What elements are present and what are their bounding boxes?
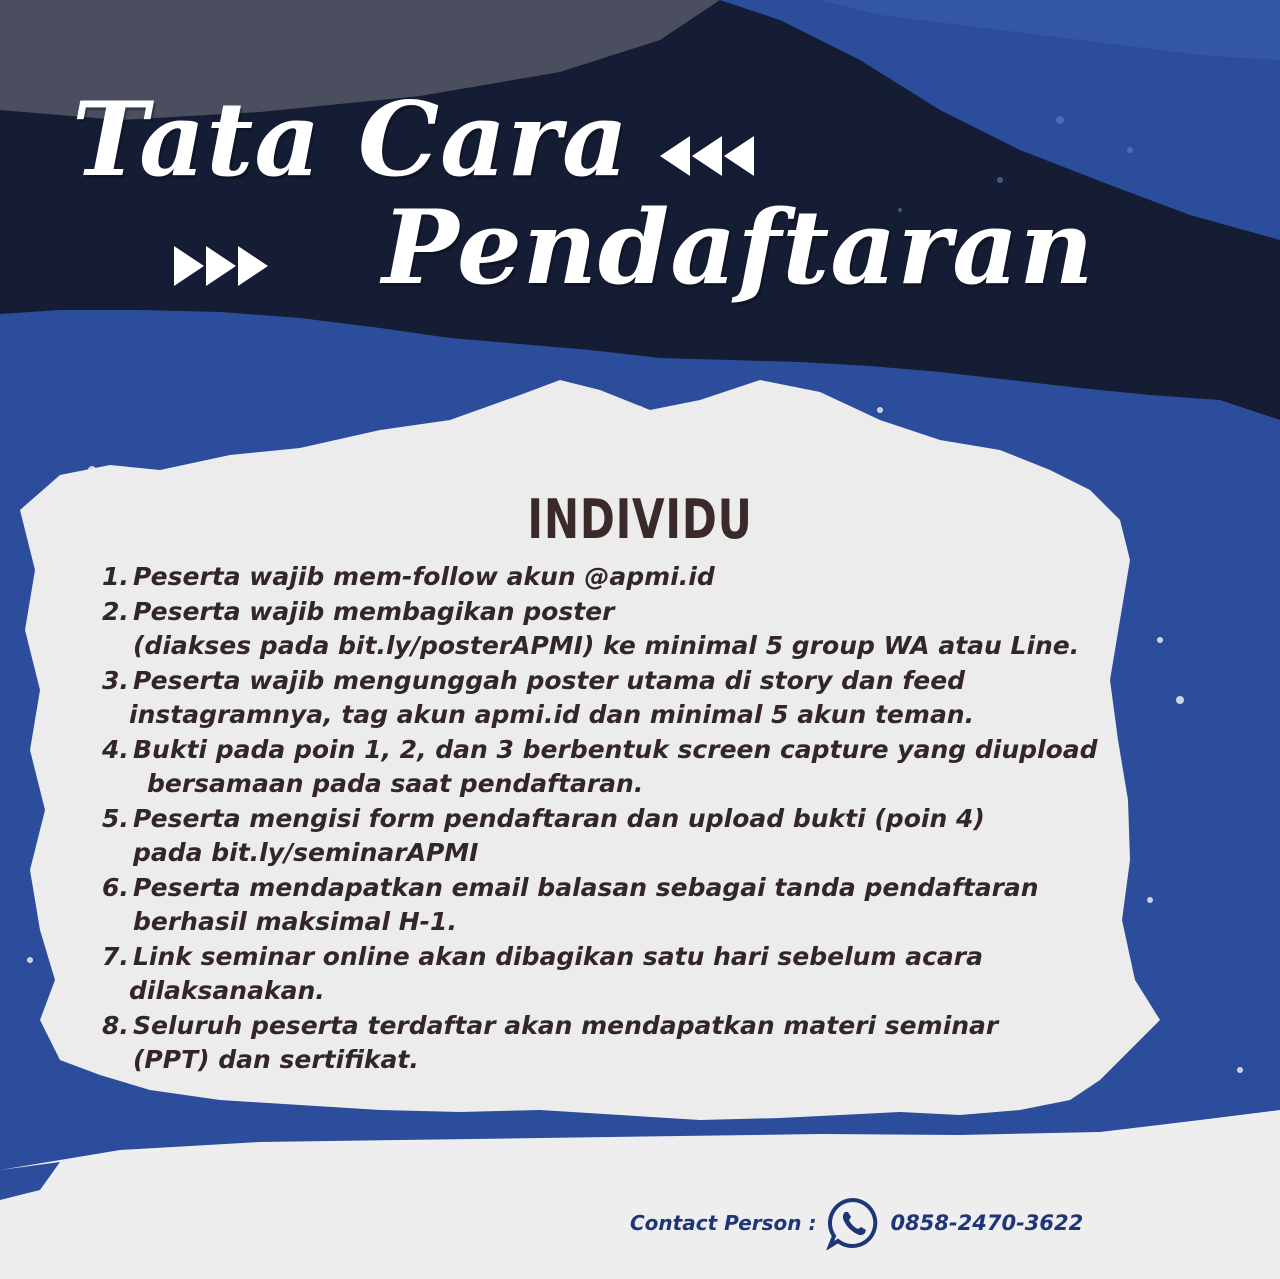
whatsapp-icon <box>826 1196 880 1250</box>
step-text: Peserta wajib mem-follow akun @apmi.id <box>133 562 715 591</box>
list-item <box>102 1009 1142 1078</box>
step-text: Peserta wajib mengunggah poster utama di story dan feed <box>133 665 966 695</box>
step-number: 8. <box>102 1010 129 1040</box>
step-text: Peserta wajib membagikan poster <box>133 596 615 626</box>
step-text-continued: instagramnya, tag akun apmi.id dan minimal 5 akun teman. <box>129 700 975 729</box>
contact-phone[interactable]: 0858-2470-3622 <box>890 1211 1084 1235</box>
step-text: Seluruh peserta terdaftar akan mendapatkan materi seminar <box>133 1010 999 1040</box>
step-number: 2. <box>102 596 129 626</box>
step-text-continued: berhasil maksimal H-1. <box>133 907 457 936</box>
contact-person <box>630 1192 1083 1254</box>
list-item <box>102 802 1142 871</box>
list-item <box>102 940 1142 1009</box>
steps-list <box>102 560 1142 1078</box>
step-number: 5. <box>102 803 129 833</box>
forward-arrows-icon <box>172 244 268 288</box>
step-number: 3. <box>102 665 129 695</box>
list-item <box>102 733 1142 802</box>
step-text-continued: (PPT) dan sertifikat. <box>133 1045 419 1074</box>
step-number: 6. <box>102 872 129 902</box>
step-text-continued: bersamaan pada saat pendaftaran. <box>147 769 644 798</box>
step-text-continued: (diakses pada bit.ly/posterAPMI) ke minimal 5 group WA atau Line. <box>133 631 1080 660</box>
list-item <box>102 560 1142 595</box>
rewind-arrows-icon <box>658 134 754 178</box>
step-number: 1. <box>102 562 129 591</box>
step-text-continued: pada bit.ly/seminarAPMI <box>133 838 479 867</box>
list-item <box>102 664 1142 733</box>
contact-label: Contact Person : <box>630 1211 817 1235</box>
list-item <box>102 595 1142 664</box>
title-line-2: Pendaftaran <box>382 188 1095 308</box>
card-heading: INDIVIDU <box>527 488 753 551</box>
title-line-1: Tata Cara <box>72 80 630 200</box>
step-text: Bukti pada poin 1, 2, dan 3 berbentuk screen capture yang diupload <box>133 734 1098 764</box>
step-text-continued: dilaksanakan. <box>129 976 325 1005</box>
list-item <box>102 871 1142 940</box>
step-text: Link seminar online akan dibagikan satu hari sebelum acara <box>133 941 983 971</box>
step-text: Peserta mendapatkan email balasan sebagai tanda pendaftaran <box>133 872 1039 902</box>
step-number: 7. <box>102 941 129 971</box>
step-text: Peserta mengisi form pendaftaran dan upload bukti (poin 4) <box>133 803 985 833</box>
step-number: 4. <box>102 734 129 764</box>
